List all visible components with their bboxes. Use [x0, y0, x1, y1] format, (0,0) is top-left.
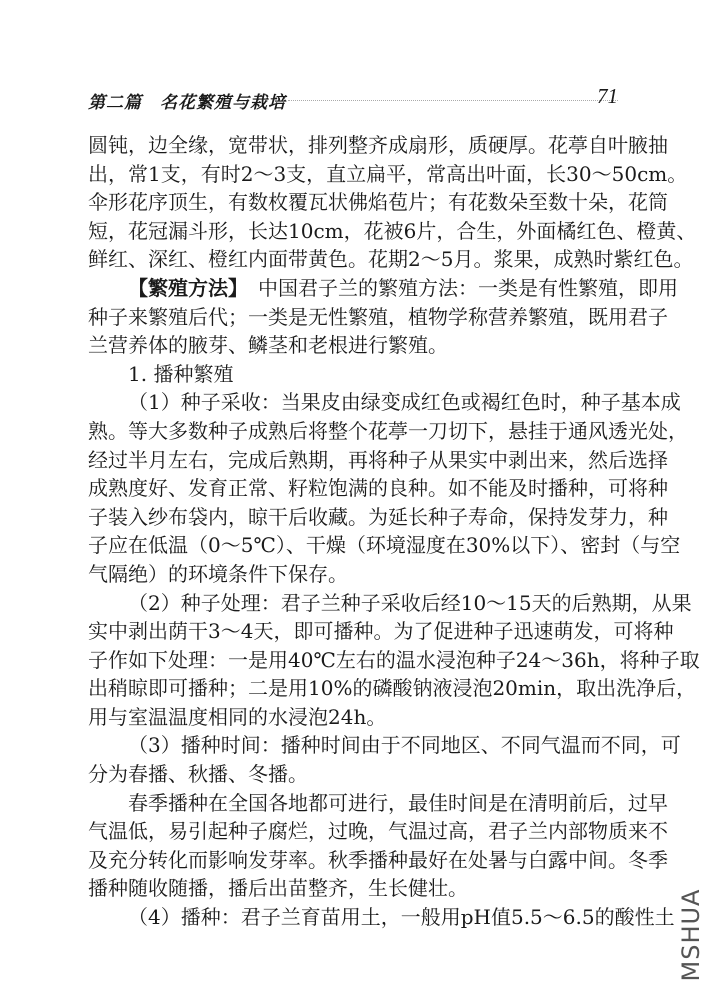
header-divider	[288, 100, 618, 101]
text-line: 兰营养体的腋芽、鳞茎和老根进行繁殖。	[88, 333, 448, 358]
text-line: 出，常1支，有时2～3支，直立扁平，常高出叶面，长30～50cm。	[88, 161, 688, 186]
text-line: 鲜红、深红、橙红内面带黄色。花期2～5月。浆果，成熟时紫红色。	[88, 247, 694, 272]
running-header	[88, 84, 618, 114]
section-heading: 【繁殖方法】	[128, 275, 238, 300]
text-line: 子装入纱布袋内，晾干后收藏。为延长种子寿命，保持发芽力，种	[88, 504, 668, 529]
text-line: 春季播种在全国各地都可进行，最佳时间是在清明前后，过早	[128, 790, 668, 815]
text-line: （3）播种时间：播种时间由于不同地区、不同气温而不同，可	[128, 733, 681, 758]
text-line: 短，花冠漏斗形，长达10cm，花被6片，合生，外面橘红色、橙黄、	[88, 218, 697, 243]
text-line: 熟。等大多数种子成熟后将整个花葶一刀切下，悬挂于通风透光处，	[88, 418, 688, 443]
text-line: 经过半月左右，完成后熟期，再将种子从果实中剥出来，然后选择	[88, 447, 668, 472]
text-line: 用与室温温度相同的水浸泡24h。	[88, 704, 387, 729]
running-title: 第二篇 名花繁殖与栽培	[88, 93, 286, 113]
text-line	[88, 274, 678, 303]
text-line: 出稍晾即可播种；二是用10%的磷酸钠液浸泡20min，取出洗净后，	[88, 676, 697, 701]
text-span: 中国君子兰的繁殖方法：一类是有性繁殖，即用	[238, 275, 678, 300]
text-line: （1）种子采收：当果皮由绿变成红色或褐红色时，种子基本成	[128, 390, 681, 415]
text-line: 伞形花序顶生，有数枚覆瓦状佛焰苞片；有花数朵至数十朵，花筒	[88, 190, 668, 215]
text-line: 1. 播种繁殖	[128, 361, 234, 386]
text-line: （4）播种：君子兰育苗用土，一般用pH值5.5～6.5的酸性土	[128, 905, 675, 930]
text-line: 气温低，易引起种子腐烂，过晚，气温过高，君子兰内部物质来不	[88, 819, 668, 844]
text-line: 成熟度好、发育正常、籽粒饱满的良种。如不能及时播种，可将种	[88, 476, 668, 501]
watermark	[677, 880, 705, 990]
text-line: 分为春播、秋播、冬播。	[88, 762, 308, 787]
page-number: 71	[597, 84, 618, 108]
text-line: 圆钝，边全缘，宽带状，排列整齐成扇形，质硬厚。花葶自叶腋抽	[88, 133, 668, 157]
text-line: 及充分转化而影响发芽率。秋季播种最好在处暑与白露中间。冬季	[88, 847, 668, 872]
text-line: （2）种子处理：君子兰种子采收后经10～15天的后熟期，从果	[128, 590, 692, 615]
watermark-text: MSHUA	[677, 888, 705, 982]
text-line: 气隔绝）的环境条件下保存。	[88, 561, 348, 586]
body-text	[88, 131, 700, 932]
text-line: 子作如下处理：一是用40℃左右的温水浸泡种子24～36h，将种子取	[88, 647, 700, 672]
text-line: 子应在低温（0～5℃）、干燥（环境湿度在30%以下）、密封（与空	[88, 533, 681, 558]
text-line: 播种随收随播，播后出苗整齐，生长健壮。	[88, 876, 468, 901]
text-line: 种子来繁殖后代；一类是无性繁殖，植物学称营养繁殖，既用君子	[88, 304, 668, 329]
text-line: 实中剥出荫干3～4天，即可播种。为了促进种子迅速萌发，可将种	[88, 619, 674, 644]
